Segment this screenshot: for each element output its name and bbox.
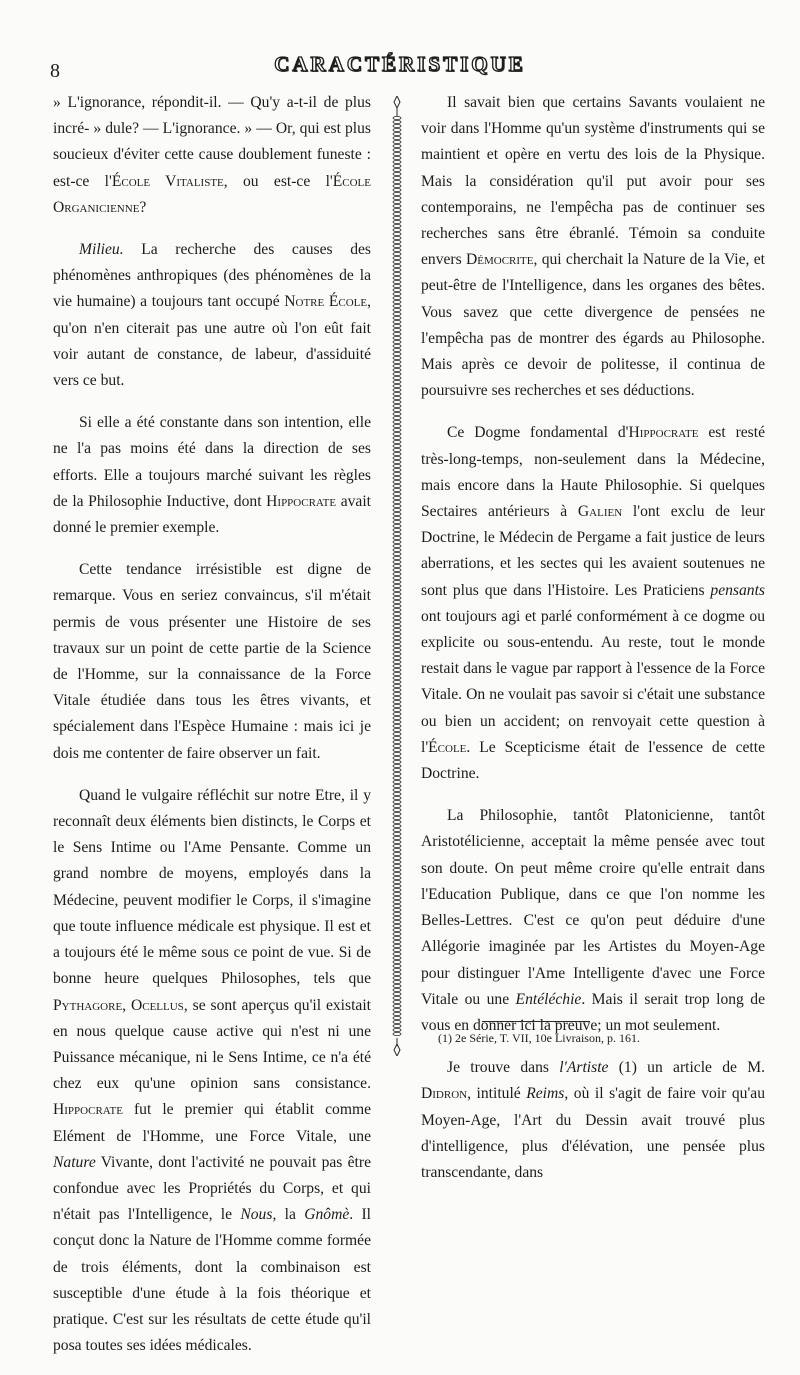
column-divider-ornament	[392, 96, 402, 1056]
text-run: fut le premier qui établit comme Elément de l'Homme, une Force Vitale, une	[53, 1101, 371, 1145]
small-caps-run: Hippocrate	[628, 424, 699, 442]
text-run: , qui cherchait la Nature de la Vie, et peut-être de l'Intelligence, dans les organes des bêtes. Vous savez que cette divergence de pensées ne l'empêcha pas de montrer des égards au Philosophe. Mais après ce devoir de politesse, il continua de poursuivre ses recherches et ses déductions.	[421, 251, 765, 400]
small-caps-run: Notre École	[284, 293, 368, 311]
paragraph	[53, 783, 371, 1359]
text-run: . Le Scepticisme était de l'essence de cette Doctrine.	[421, 738, 765, 783]
text-run: Si elle a été constante dans son intention, elle ne l'a pas moins été dans la direction de ses efforts. Elle a toujours marché suivant les règles de la Philosophie Inductive, dont	[53, 414, 371, 510]
text-run: , où il s'agit de faire voir qu'au Moyen-Age, l'Art du Dessin avait trouvé plus d'intelligence, plus d'élévation, une pensée plus transcendante, dans	[421, 1085, 765, 1181]
small-caps-run: Hippocrate	[266, 492, 337, 510]
text-run: Cette tendance irrésistible est digne de remarque. Vous en seriez convaincus, s'il m'était permis de vous présenter une Histoire de ses travaux sur un point de cette partie de la Science de l'Homme, sur la connaissance de la Force Vitale étudiée dans tous les êtres vivants, et spécialement dans l'Espèce Humaine : mais ici je dois me contenter de faire observer un fait.	[53, 561, 371, 762]
italic-run: pensants	[710, 581, 765, 599]
text-run: ?	[139, 198, 147, 216]
text-run: » L'ignorance, répondit-il. — Qu'y a-t-il de plus incré- » dule? — L'ignorance. » — Or, qui est plus soucieux d'éviter cette cause doublement funeste : est-ce l'	[53, 94, 371, 190]
paragraph	[421, 420, 765, 787]
text-run: , intitulé	[467, 1085, 527, 1103]
running-head: CARACTÉRISTIQUE	[274, 52, 526, 76]
text-run: . Mais il serait trop long de vous en donner ici la preuve; un mot seulement.	[421, 990, 765, 1034]
text-run: La Philosophie, tantôt Platonicienne, tantôt Aristotélicienne, acceptait la même pensée avec tout son doute. On peut même croire qu'elle entrait dans l'Education Publique, dans ce que l'on nomme les Belles-Lettres. C'est ce qu'on peut déduire d'une Allégorie imaginée par les Artistes du Moyen-Age pour distinguer l'Ame Intelligente d'avec une Force Vitale ou une	[421, 807, 765, 1008]
text-run: , la	[272, 1206, 305, 1224]
small-caps-run: Hippocrate	[53, 1101, 123, 1119]
paragraph	[53, 90, 371, 221]
italic-run: Nature	[53, 1153, 96, 1171]
chain-ornament-graphic	[392, 96, 402, 1056]
text-run: La recherche des causes des phénomènes anthropiques (des phénomènes de la vie humaine) a toujours tant occupé	[53, 241, 371, 311]
footnote-rule	[482, 1021, 590, 1022]
page-number: 8	[50, 60, 60, 82]
paragraph	[421, 90, 765, 404]
text-run: , qu'on n'en citerait pas une autre où l'on eût fait voir autant de constance, de labeur, d'assiduité vers ce but.	[53, 293, 372, 390]
small-caps-run: Démocrite	[466, 251, 534, 269]
italic-run: Nous	[240, 1206, 273, 1224]
text-run: , ou est-ce l'	[223, 172, 333, 190]
text-run: Ce Dogme fondamental d'	[447, 424, 629, 442]
text-run: avait donné le premier exemple.	[53, 492, 371, 537]
text-run: Vivante, dont l'activité ne pouvait pas être confondue avec les Propriétés du Corps, et qui n'était pas l'Intelligence, le	[53, 1153, 371, 1224]
paragraph	[53, 557, 371, 767]
small-caps-run: Galien	[577, 503, 623, 521]
text-run: , se sont aperçus qu'il existait en nous quelque cause active qui n'est ni une Puissance mécanique, ni le Sens Intime, ce n'a été chez eux qu'une opinion sans consistance.	[53, 996, 371, 1093]
text-run: Quand le vulgaire réfléchit sur notre Etre, il y reconnaît deux éléments bien distincts, le Corps et le Sens Intime ou l'Ame Pensante. Comme un grand nombre de moyens, employés dans la Médecine, peuvent modifier le Corps, il s'imagine que toute influence médicale est physique. Il est et a toujours été le même sous ce point de vue. Si de bonne heure quelques Philosophes, tels que	[53, 786, 371, 988]
paragraph	[53, 237, 371, 394]
small-caps-run: École	[428, 738, 467, 756]
text-run: Il savait bien que certains Savants voulaient ne voir dans l'Homme qu'un système d'instruments qui se maintient et opère en vertu des lois de la Physique. Mais la considération qu'il put avoir pour ses contemporains, ne l'empêcha pas de continuer ses recherches sans être ébranlé. Témoin sa conduite envers	[421, 94, 765, 269]
footnote: (1) 2e Série, T. VII, 10e Livraison, p. 161.	[438, 1031, 640, 1045]
text-run: Je trouve dans	[447, 1059, 560, 1077]
text-run: . Il conçut donc la Nature de l'Homme comme formée de trois éléments, dont la combinaison est susceptible d'une étude à la fois théorique et pratique. C'est sur les résultats de cette étude qu'il posa toutes ses idées médicales.	[53, 1206, 371, 1355]
left-column	[53, 90, 371, 1375]
italic-run: l'Artiste	[559, 1059, 609, 1077]
italic-run: Gnômè	[304, 1206, 350, 1224]
italic-run: Reims	[526, 1085, 565, 1103]
text-run: ,	[122, 996, 131, 1014]
text-run: ont toujours agi et parlé conformément à ce dogme ou explicite ou sous-entendu. Au reste, tout le monde restait dans le vague par rapport à l'essence de la Force Vitale. On ne voulait pas savoir si c'était une substance ou bien un accident; on renvoyait cette question à l'	[421, 607, 765, 756]
small-caps-run: Ocellus	[130, 996, 184, 1014]
small-caps-run: Didron	[421, 1085, 468, 1103]
small-caps-run: École Vitaliste	[111, 172, 224, 190]
text-run: l'ont exclu de leur Doctrine, le Médecin de Pergame a fait justice de leurs aberrations, et les sectes qui les avaient soutenues ne sont plus que dans l'Histoire. Les Praticiens	[421, 503, 765, 599]
text-run: (1) un article de M.	[608, 1059, 765, 1077]
paragraph	[421, 1055, 765, 1186]
italic-run: Milieu.	[79, 241, 124, 259]
italic-run: Entéléchie	[515, 990, 582, 1008]
small-caps-run: École Organicienne	[53, 172, 371, 216]
paragraph	[421, 803, 765, 1039]
paragraph	[53, 410, 371, 541]
small-caps-run: Pythagore	[53, 996, 123, 1014]
text-run: est resté très-long-temps, non-seulement dans la Médecine, mais encore dans la Haute Philosophie. Si quelques Sectaires antérieurs à	[421, 424, 765, 521]
